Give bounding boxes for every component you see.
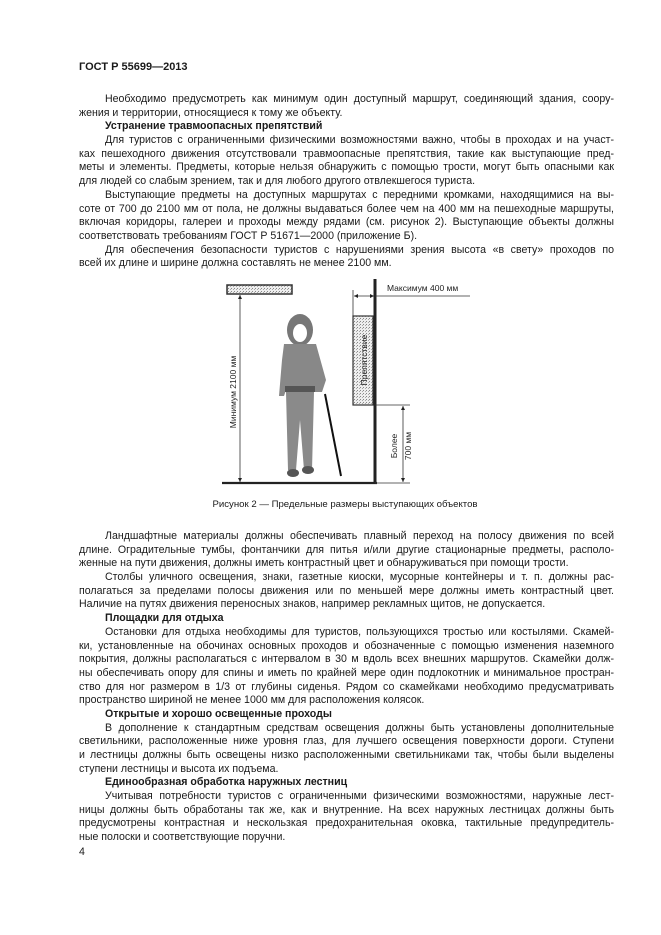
section-heading: Устранение травмоопасных препятствий <box>105 120 323 133</box>
paragraph-line: пространство шириной не менее 1000 мм для расположения колясок. <box>79 694 425 707</box>
paragraph-line: светильники, расположенные ниже уровня глаз, для лучшего освещения поверхности дороги. Ступени <box>79 735 614 748</box>
paragraph-line: покрытия, должны располагаться с интервалом в 30 м вдоль всех внешних маршрутов. Скамейки долж- <box>79 653 614 666</box>
paragraph-line: Учитывая потребности туристов с ограниченными физическими возможностями, наружные лест- <box>105 790 614 803</box>
paragraph-line: ках пешеходного движения отсутствовали травмоопасные препятствия, такие как выступающие пред- <box>79 147 614 160</box>
paragraph-line: Ландшафтные материалы должны обеспечивать плавный переход на полосу движения по всей <box>105 530 614 542</box>
paragraph-line: длине. Оградительные тумбы, фонтанчики для питья и/или другие стационарные предметы, располо- <box>79 543 614 556</box>
paragraph-line: для людей со слабым зрением, так и для любого другого отвлекшегося туриста. <box>79 175 476 188</box>
more-label-2: 700 мм <box>403 431 413 461</box>
document-header: ГОСТ Р 55699—2013 <box>79 61 188 73</box>
paragraph-line: меты и элементы. Предметы, которые нельзя обнаружить с помощью трости, могут быть опасными как <box>79 161 614 174</box>
paragraph-line: Необходимо предусмотреть как минимум один доступный маршрут, соединяющий здания, соору- <box>105 93 614 105</box>
paragraph-line: ны обеспечивать опору для спины и иметь по крайней мере один подлокотник и минимальное простран- <box>79 666 614 679</box>
paragraph-line: полагаться за пределами полосы движения или по меньшей мере должны иметь контрастный цвет. <box>79 584 614 597</box>
paragraph-line: ки, установленные на обочинах основных проходов и обозначенные с помощью изменения наземного <box>79 639 614 652</box>
ceiling-fixture <box>227 285 292 294</box>
paragraph-line: соте от 700 до 2100 мм от пола, не должны выдаваться более чем на 400 мм на пешеходные маршруты, <box>79 202 614 215</box>
paragraph-line: и лестницы должны быть освещены низко расположенными светильниками так, чтобы были выделены <box>79 749 614 761</box>
paragraph-line: соответствовать требованиям ГОСТ Р 51671—2000 (приложение Б). <box>79 229 418 242</box>
more-label-1: Более <box>389 433 399 459</box>
paragraph-line: Для обеспечения безопасности туристов с нарушениями зрения высота «в свету» проходов по <box>105 243 614 256</box>
min-height-label: Минимум 2100 мм <box>228 355 238 429</box>
cane <box>325 394 341 476</box>
paragraph-line: Остановки для отдыха необходимы для туристов, пользующихся тростью или костылями. Скамей- <box>105 625 614 638</box>
section-heading: Площадки для отдыха <box>105 612 224 625</box>
figure-caption: Рисунок 2 — Предельные размеры выступающих объектов <box>212 499 478 510</box>
paragraph-line: ницы должны быть обработаны так же, как и внутренние. На всех наружных лестницах должны быть <box>79 803 614 816</box>
person-with-cane-illustration <box>279 314 341 477</box>
text-bottom <box>79 530 614 845</box>
paragraph-line: Для туристов с ограниченными физическими возможностями важно, чтобы в проходах и на участ- <box>105 134 614 147</box>
paragraph-line: всей их длине и ширине должна составлять не менее 2100 мм. <box>79 257 392 270</box>
paragraph-line: предусмотрены контрастная и нескользкая предохранительная оковка, тактильные предупредитель- <box>79 817 614 830</box>
paragraph-line: Столбы уличного освещения, знаки, газетные киоски, мусорные контейнеры и т. п. должны рас- <box>105 571 614 584</box>
paragraph-line: женные на пути движения, должны иметь контрастный цвет и обнаруживаться при помощи трости. <box>79 557 569 570</box>
paragraph-line: ступени лестницы и высота их подъема. <box>79 762 279 775</box>
paragraph-line: жения и территории, относящиеся к тому же объекту. <box>79 106 343 119</box>
page-number: 4 <box>79 846 85 858</box>
section-heading: Открытые и хорошо освещенные проходы <box>105 707 332 720</box>
section-heading: Единообразная обработка наружных лестниц <box>105 776 348 789</box>
paragraph-line: Наличие на путях движения переносных знаков, например рекламных щитов, не допускается. <box>79 598 546 611</box>
paragraph-line: включая коридоры, галереи и проходы между рядами (см. рисунок 2). Выступающие объекты должны <box>79 216 614 229</box>
max-projection-label: Максимум 400 мм <box>387 283 459 293</box>
paragraph-line: В дополнение к стандартным средствам освещения должны быть установлены дополнительные <box>105 721 614 734</box>
paragraph-line: ные полоски и соответствующие поручни. <box>79 831 286 844</box>
paragraph-line: Выступающие предметы на доступных маршрутах с передними кромками, находящимися на вы- <box>105 188 614 201</box>
paragraph-line: ство для ног размером в 1/3 от глубины сиденья. Рядом со скамейками необходимо предусматривать <box>79 680 614 693</box>
obstacle-label: Препятствие <box>359 334 369 386</box>
